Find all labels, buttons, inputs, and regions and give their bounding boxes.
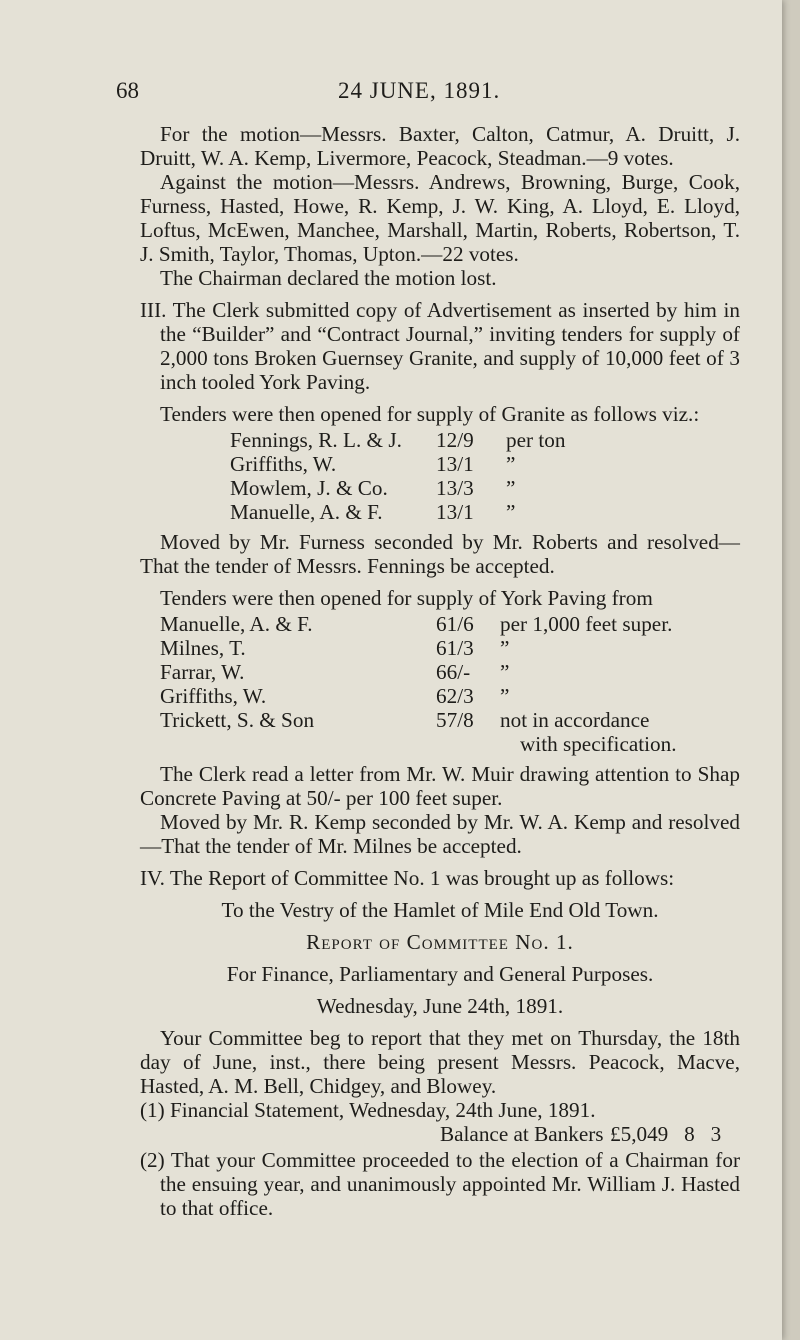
- tender-name: Mowlem, J. & Co.: [230, 476, 388, 500]
- tender-unit: per 1,000 feet super.: [500, 612, 673, 636]
- paragraph-moved-milnes: Moved by Mr. R. Kemp seconded by Mr. W. A. Kemp and resolved—That the tender of Mr. Milnes be accepted.: [140, 810, 740, 858]
- table-row: [140, 452, 740, 476]
- page-header: [0, 78, 782, 108]
- tender-price: 13/1: [436, 452, 474, 476]
- tender-unit: ”: [506, 452, 516, 476]
- table-row: [140, 612, 740, 636]
- tender-name: Milnes, T.: [160, 636, 246, 660]
- paragraph-motion-lost: The Chairman declared the motion lost.: [160, 266, 497, 290]
- page-title: 24 JUNE, 1891.: [338, 78, 501, 103]
- tender-name: Fennings, R. L. & J.: [230, 428, 402, 452]
- tender-price: 13/3: [436, 476, 474, 500]
- tender-price: 61/3: [436, 636, 474, 660]
- tender-price: 66/-: [436, 660, 471, 684]
- report-title: Report of Committee No. 1.: [306, 930, 574, 954]
- balance-shillings: 8: [684, 1122, 695, 1146]
- table-row: [140, 684, 740, 708]
- balance-amount: [610, 1122, 740, 1148]
- balance-label: Balance at Bankers: [440, 1122, 604, 1146]
- tender-unit: ”: [500, 636, 510, 660]
- page-number: 68: [116, 78, 139, 103]
- balance-pence: 3: [710, 1122, 722, 1146]
- granite-tender-table: [140, 428, 740, 524]
- table-row: [140, 708, 740, 732]
- tender-unit: per ton: [506, 428, 566, 452]
- page-body: [140, 122, 740, 1220]
- table-row: [140, 732, 740, 756]
- paragraph-paving-intro: Tenders were then opened for supply of York Paving from: [160, 586, 653, 610]
- item-chairman-election: (2) That your Committee proceeded to the election of a Chairman for the ensuing year, and unanimously appointed Mr. William J. Hasted to that office.: [140, 1148, 740, 1220]
- table-row: [140, 500, 740, 524]
- vestry-heading: To the Vestry of the Hamlet of Mile End Old Town.: [221, 898, 659, 922]
- paragraph-granite-intro: Tenders were then opened for supply of Granite as follows viz.:: [160, 402, 700, 426]
- tender-price: 12/9: [436, 428, 474, 452]
- paragraph-item-iii: III. The Clerk submitted copy of Advertisement as inserted by him in the “Builder” and “Contract Journal,” inviting tenders for supply of 2,000 tons Broken Guernsey Granite, and supply of 10,000 feet of 3 inch tooled York Paving.: [140, 298, 740, 394]
- balance-pounds: £5,049: [610, 1122, 669, 1146]
- tender-unit: ”: [506, 500, 516, 524]
- tender-name: Griffiths, W.: [230, 452, 337, 476]
- table-row: [140, 660, 740, 684]
- paragraph-muir-letter: The Clerk read a letter from Mr. W. Muir drawing attention to Shap Concrete Paving at 50/- per 100 feet super.: [140, 762, 740, 810]
- tender-unit: not in accordance: [500, 708, 650, 732]
- paragraph-moved-fennings: Moved by Mr. Furness seconded by Mr. Roberts and resolved—That the tender of Messrs. Fennings be accepted.: [140, 530, 740, 578]
- tender-name: Trickett, S. & Son: [160, 708, 315, 732]
- item-financial-statement: (1) Financial Statement, Wednesday, 24th June, 1891.: [140, 1098, 596, 1122]
- tender-unit: ”: [506, 476, 516, 500]
- tender-name: Manuelle, A. & F.: [230, 500, 383, 524]
- tender-price: 13/1: [436, 500, 474, 524]
- table-row: [140, 636, 740, 660]
- tender-unit: ”: [500, 660, 510, 684]
- paragraph-committee-meeting: Your Committee beg to report that they met on Thursday, the 18th day of June, inst., there being present Messrs. Peacock, Macve, Hasted, A. M. Bell, Chidgey, and Blowey.: [140, 1026, 740, 1098]
- report-date: Wednesday, June 24th, 1891.: [316, 994, 564, 1018]
- table-row: [140, 476, 740, 500]
- paragraph-for-motion: For the motion—Messrs. Baxter, Calton, Catmur, A. Druitt, J. Druitt, W. A. Kemp, Livermore, Peacock, Steadman.—9 votes.: [140, 122, 740, 170]
- balance-row: [140, 1122, 740, 1148]
- paving-tender-table: [140, 612, 740, 756]
- tender-name: Manuelle, A. & F.: [160, 612, 313, 636]
- tender-price: 61/6: [436, 612, 474, 636]
- tender-unit: ”: [500, 684, 510, 708]
- paragraph-against-motion: Against the motion—Messrs. Andrews, Browning, Burge, Cook, Furness, Hasted, Howe, R. Kemp, J. W. King, A. Lloyd, E. Lloyd, Loftus, McEwen, Manchee, Marshall, Martin, Roberts, Robertson, T. J. Smith, Taylor, Thomas, Upton.—22 votes.: [140, 170, 740, 266]
- tender-price: 62/3: [436, 684, 474, 708]
- table-row: [140, 428, 740, 452]
- tender-price: 57/8: [436, 708, 474, 732]
- tender-name: Farrar, W.: [160, 660, 245, 684]
- report-subtitle: For Finance, Parliamentary and General Purposes.: [226, 962, 654, 986]
- paragraph-item-iv: IV. The Report of Committee No. 1 was brought up as follows:: [140, 866, 675, 890]
- tender-name: Griffiths, W.: [160, 684, 267, 708]
- tender-note: with specification.: [520, 732, 677, 756]
